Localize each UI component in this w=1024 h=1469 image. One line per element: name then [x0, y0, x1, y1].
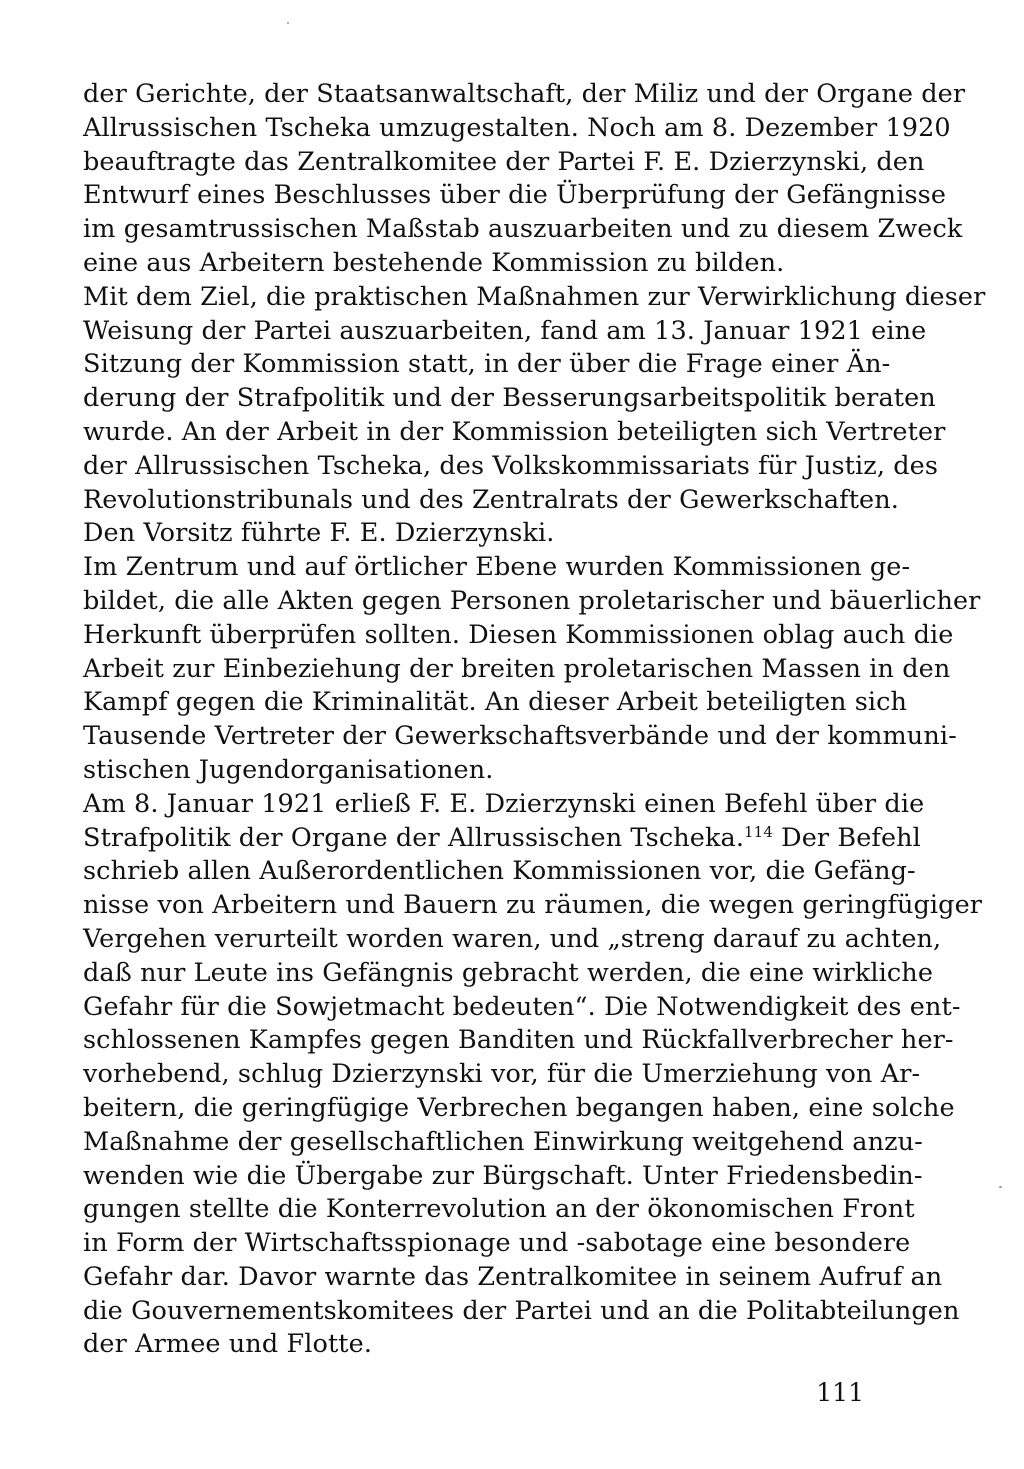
text-line: Am 8. Januar 1921 erließ F. E. Dzierzynski einen Befehl über die: [83, 788, 925, 819]
text-line: stischen Jugendorganisationen.: [83, 754, 494, 785]
text-line: Kampf gegen die Kriminalität. An dieser Arbeit beteiligten sich: [83, 687, 908, 718]
text-line: der Armee und Flotte.: [83, 1329, 373, 1360]
text-line: der Allrussischen Tscheka, des Volkskommissariats für Justiz, des: [83, 450, 939, 481]
text-line: daß nur Leute ins Gefängnis gebracht werden, die eine wirkliche: [83, 957, 934, 988]
text-segment: Strafpolitik der Organe der Allrussischen Tscheka.: [83, 822, 745, 853]
scan-speck: [999, 1186, 1002, 1188]
text-line: bildet, die alle Akten gegen Personen proletarischer und bäuerlicher: [83, 585, 981, 616]
text-line: gungen stellte die Konterrevolution an der ökonomischen Front: [83, 1194, 915, 1225]
footnote-reference[interactable]: 114: [744, 822, 773, 841]
text-segment: Der Befehl: [772, 822, 921, 853]
text-line: Allrussischen Tscheka umzugestalten. Noch am 8. Dezember 1920: [83, 112, 951, 143]
text-line: Den Vorsitz führte F. E. Dzierzynski.: [83, 518, 555, 549]
text-line: Mit dem Ziel, die praktischen Maßnahmen zur Verwirklichung dieser: [83, 281, 986, 312]
text-line: im gesamtrussischen Maßstab auszuarbeiten und zu diesem Zweck: [83, 214, 963, 245]
page-number: 111: [816, 1378, 864, 1407]
text-line: eine aus Arbeitern bestehende Kommission zu bilden.: [83, 247, 785, 278]
text-line: Revolutionstribunals und des Zentralrats der Gewerkschaften.: [83, 484, 899, 515]
text-line: die Gouvernementskomitees der Partei und an die Politabteilungen: [83, 1295, 960, 1326]
body-text: [83, 78, 986, 1362]
text-line: nisse von Arbeitern und Bauern zu räumen, die wegen geringfügiger: [83, 890, 983, 921]
text-line: Arbeit zur Einbeziehung der breiten proletarischen Massen in den: [83, 653, 951, 684]
text-line: Tausende Vertreter der Gewerkschaftsverbände und der kommuni-: [83, 721, 957, 752]
text-line: Im Zentrum und auf örtlicher Ebene wurden Kommissionen ge-: [83, 552, 911, 583]
text-line: Vergehen verurteilt worden waren, und „streng darauf zu achten,: [83, 923, 942, 954]
text-line: beauftragte das Zentralkomitee der Partei F. E. Dzierzynski, den: [83, 146, 925, 177]
text-line: der Gerichte, der Staatsanwaltschaft, der Miliz und der Organe der: [83, 79, 966, 109]
text-line: Weisung der Partei auszuarbeiten, fand am 13. Januar 1921 eine: [83, 315, 927, 346]
text-line: schrieb allen Außerordentlichen Kommissionen vor, die Gefäng-: [83, 856, 916, 887]
text-line: Maßnahme der gesellschaftlichen Einwirkung weitgehend anzu-: [83, 1126, 923, 1157]
text-line: schlossenen Kampfes gegen Banditen und Rückfallverbrecher her-: [83, 1025, 954, 1056]
text-line: vorhebend, schlug Dzierzynski vor, für die Umerziehung von Ar-: [83, 1059, 921, 1090]
text-line: beitern, die geringfügige Verbrechen begangen haben, eine solche: [83, 1092, 955, 1123]
text-line: Herkunft überprüfen sollten. Diesen Kommissionen oblag auch die: [83, 619, 954, 650]
text-line-with-footnote: [83, 822, 921, 856]
text-line: in Form der Wirtschaftsspionage und -sabotage eine besondere: [83, 1228, 911, 1259]
text-line: Entwurf eines Beschlusses über die Überprüfung der Gefängnisse: [83, 180, 947, 211]
text-line: wurde. An der Arbeit in der Kommission beteiligten sich Vertreter: [83, 416, 946, 447]
text-line: derung der Strafpolitik und der Besserungsarbeitspolitik beraten: [83, 383, 936, 414]
text-line: Sitzung der Kommission statt, in der über die Frage einer Än-: [83, 349, 891, 380]
scan-speck: [287, 22, 289, 24]
text-line: Gefahr für die Sowjetmacht bedeuten“. Die Notwendigkeit des ent-: [83, 991, 961, 1022]
text-line: wenden wie die Übergabe zur Bürgschaft. Unter Friedensbedin-: [83, 1160, 923, 1191]
text-line: Gefahr dar. Davor warnte das Zentralkomitee in seinem Aufruf an: [83, 1261, 943, 1292]
